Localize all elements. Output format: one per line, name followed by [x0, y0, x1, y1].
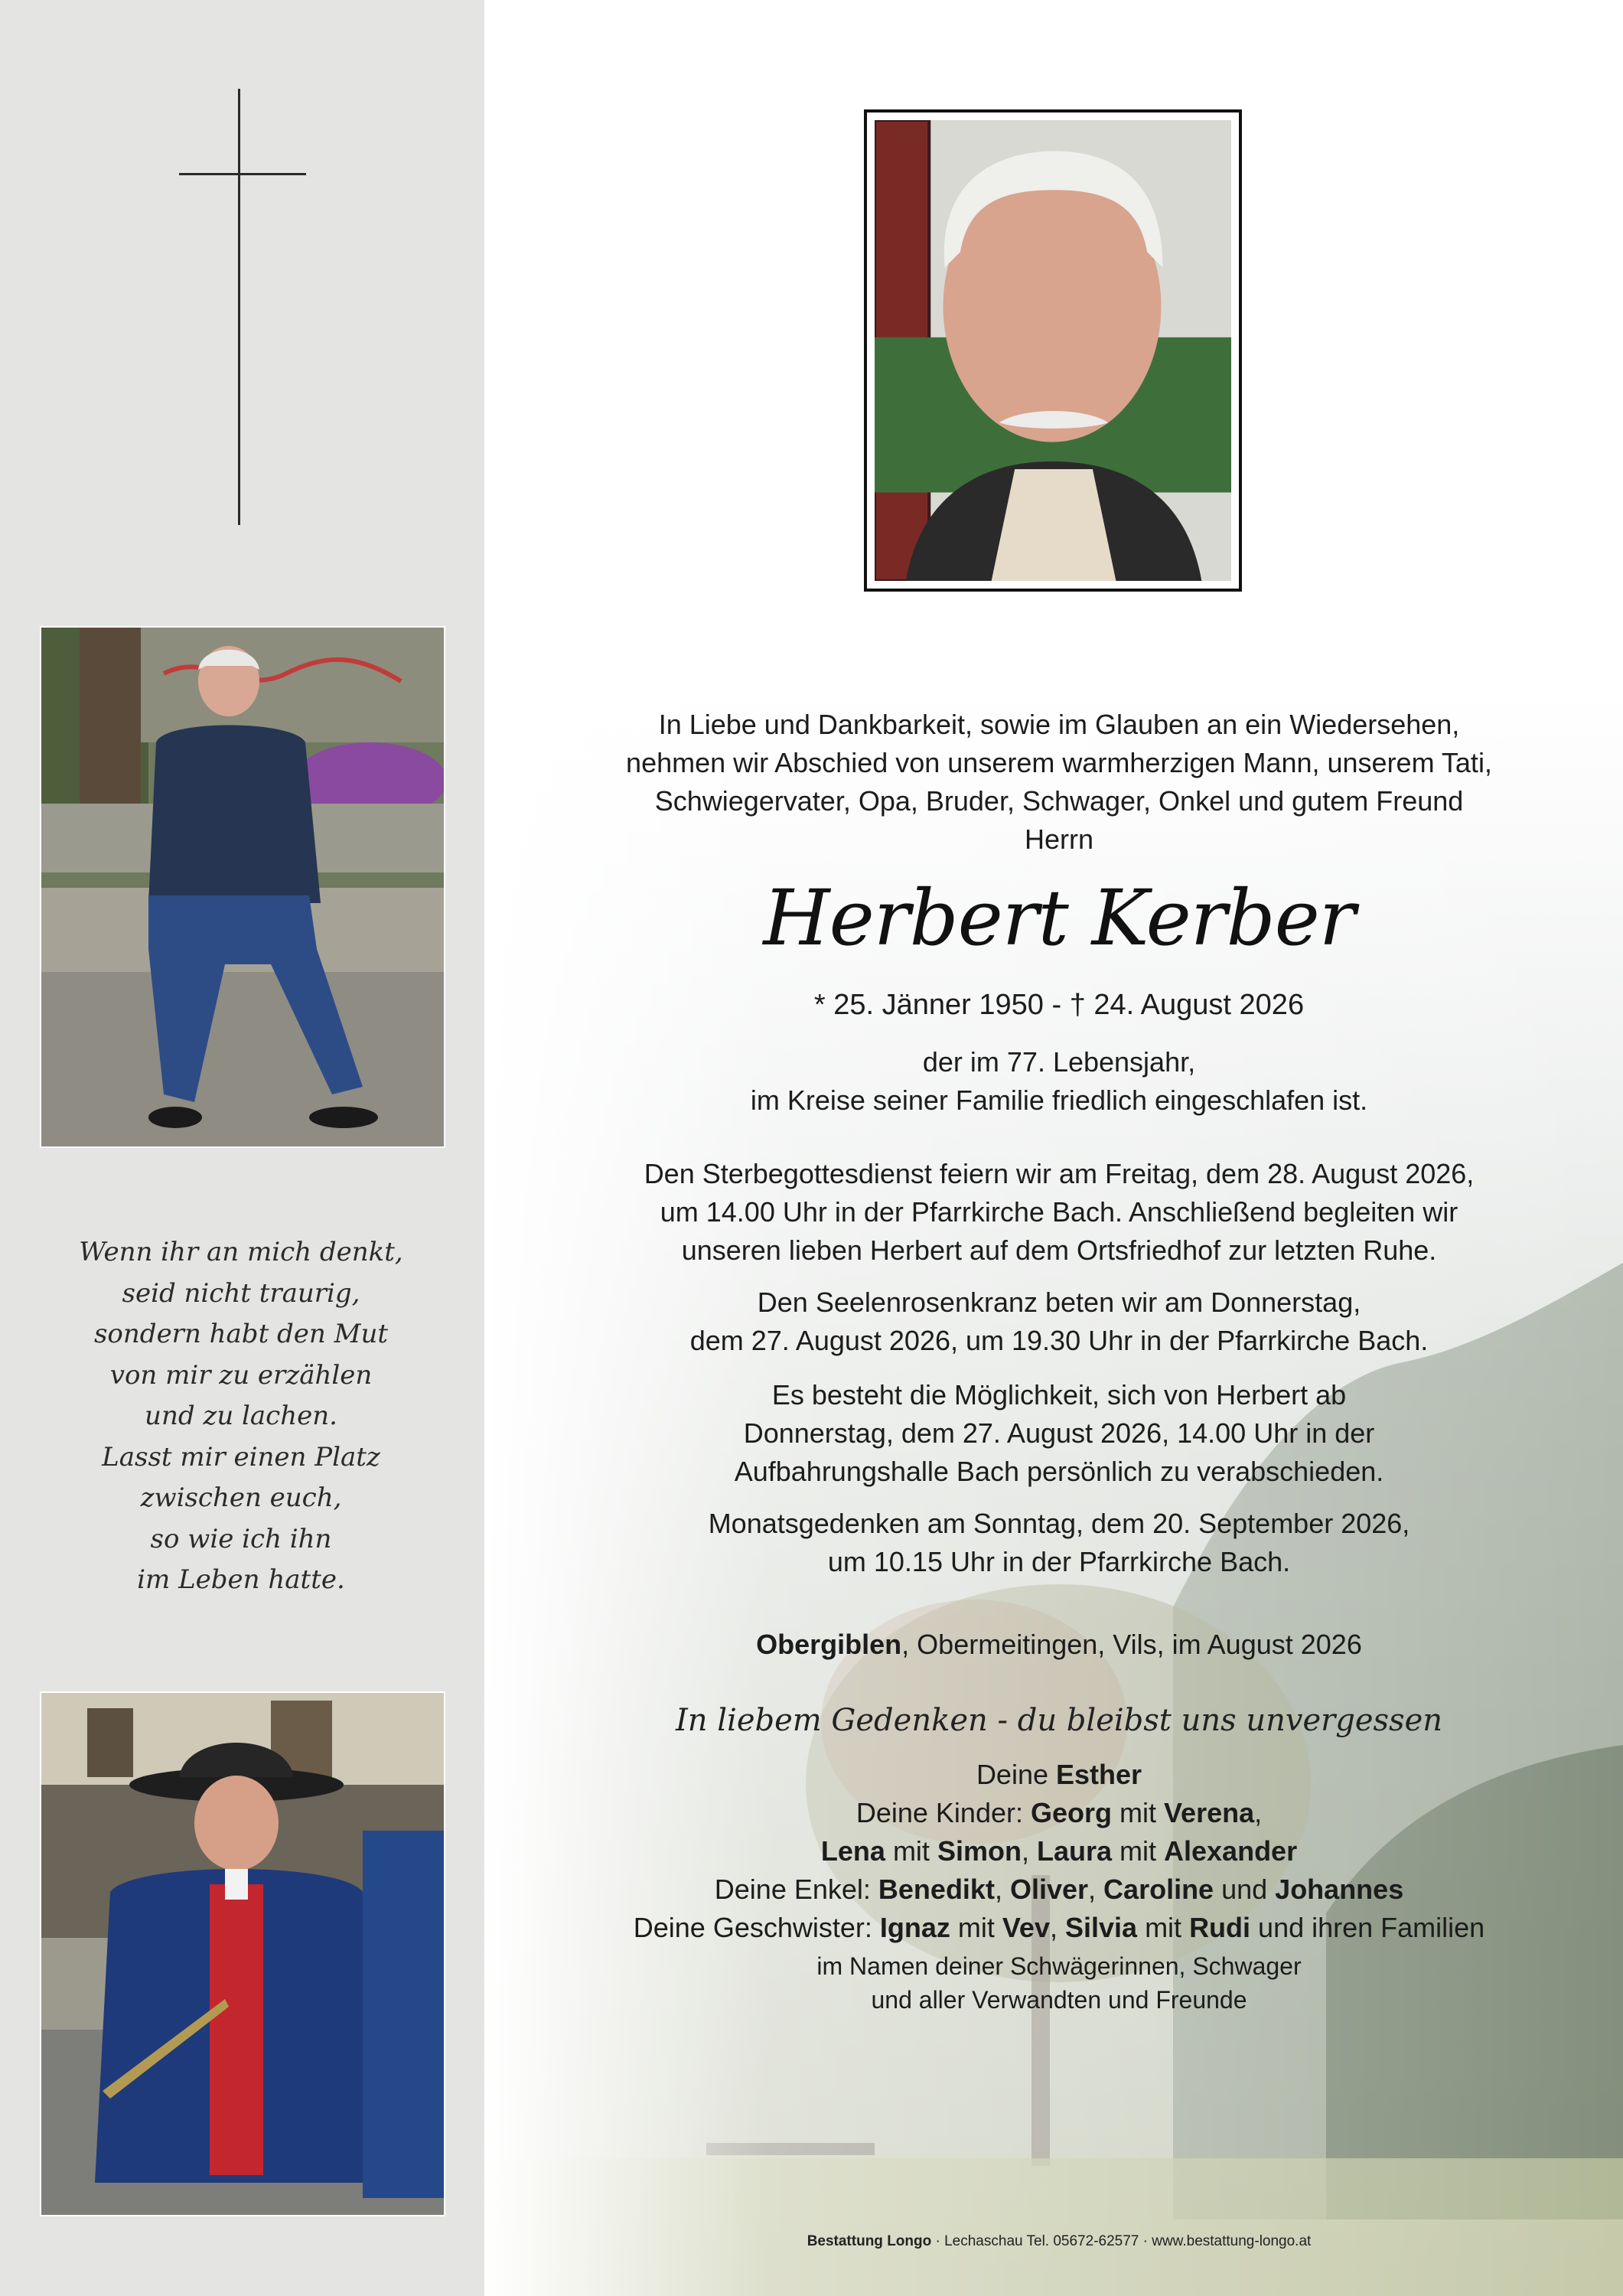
- place-line: [536, 1626, 1582, 1664]
- poem-line: so wie ich ihn: [150, 1523, 332, 1554]
- viewing-block: [536, 1376, 1582, 1491]
- memorial-block: [536, 1505, 1582, 1581]
- closing-line: im Namen deiner Schwägerinnen, Schwager: [816, 1952, 1302, 1980]
- mourners-heading: In liebem Gedenken - du bleibst uns unvergessen: [675, 1703, 1443, 1738]
- memorial-line: Monatsgedenken am Sonntag, dem 20. September 2026,: [708, 1508, 1410, 1539]
- photo-traditional-costume: [40, 1691, 445, 2216]
- viewing-line: Aufbahrungshalle Bach persönlich zu verabschieden.: [734, 1456, 1384, 1487]
- footer-company: Bestattung Longo: [807, 2233, 932, 2249]
- poem-line: Lasst mir einen Platz: [102, 1441, 380, 1473]
- cross-icon: [238, 89, 240, 525]
- poem-line: sondern habt den Mut: [93, 1319, 389, 1349]
- poem-line: im Leben hatte.: [137, 1564, 345, 1595]
- closing-block: [536, 1949, 1582, 2017]
- portrait-image: [875, 120, 1231, 581]
- mourner-grandchildren: Deine Enkel: Benedikt, Oliver, Caroline und Johannes: [714, 1874, 1404, 1905]
- dates-block: [536, 985, 1582, 1025]
- intro-text: [536, 706, 1582, 859]
- rosary-line: dem 27. August 2026, um 19.30 Uhr in der Pfarrkirche Bach.: [689, 1325, 1429, 1356]
- rosary-block: [536, 1283, 1582, 1360]
- viewing-line: Donnerstag, dem 27. August 2026, 14.00 Uhr in der: [743, 1417, 1375, 1449]
- mourner-children-2: Lena mit Simon, Laura mit Alexander: [820, 1835, 1298, 1867]
- mourners-heading-block: [536, 1699, 1582, 1742]
- poem-line: seid nicht traurig,: [122, 1277, 360, 1309]
- funeral-line: um 14.00 Uhr in der Pfarrkirche Bach. Anschließend begleiten wir: [660, 1196, 1458, 1228]
- intro-line: Schwiegervater, Opa, Bruder, Schwager, Onkel und gutem Freund: [654, 785, 1464, 817]
- deceased-name-block: [536, 872, 1582, 964]
- viewing-line: Es besteht die Möglichkeit, sich von Herbert ab: [771, 1379, 1347, 1411]
- mourner-children: Deine Kinder: Georg mit Verena,: [855, 1797, 1263, 1828]
- poem-line: zwischen euch,: [140, 1482, 342, 1513]
- funeral-service-block: [536, 1155, 1582, 1270]
- rosary-line: Den Seelenrosenkranz beten wir am Donnerstag,: [757, 1287, 1361, 1318]
- age-line: der im 77. Lebensjahr,: [922, 1046, 1196, 1078]
- cross-icon-bar: [179, 173, 306, 175]
- footer: [536, 2233, 1582, 2250]
- sidebar: [0, 0, 484, 2296]
- memorial-line: um 10.15 Uhr in der Pfarrkirche Bach.: [827, 1546, 1291, 1577]
- intro-line: Herrn: [1024, 823, 1094, 855]
- funeral-line: Den Sterbegottesdienst feiern wir am Freitag, dem 28. August 2026,: [644, 1158, 1475, 1189]
- intro-line: nehmen wir Abschied von unserem warmherzigen Mann, unserem Tati,: [626, 747, 1492, 778]
- poem-line: Wenn ihr an mich denkt,: [79, 1237, 403, 1267]
- poem: [40, 1232, 442, 1601]
- portrait-photo: [864, 109, 1242, 592]
- place-bold: Obergiblen: [756, 1629, 902, 1660]
- intro-line: In Liebe und Dankbarkeit, sowie im Glauben an ein Wiedersehen,: [658, 709, 1460, 740]
- mourners-list: [536, 1756, 1582, 1947]
- poem-line: von mir zu erzählen: [109, 1359, 373, 1391]
- funeral-line: unseren lieben Herbert auf dem Ortsfriedhof zur letzten Ruhe.: [681, 1234, 1437, 1266]
- place-rest: , Obermeitingen, Vils, im August 2026: [901, 1629, 1362, 1660]
- mourner-siblings: Deine Geschwister: Ignaz mit Vev, Silvia mit Rudi und ihren Familien: [633, 1912, 1485, 1943]
- mourner-wife: Deine Esther: [976, 1759, 1142, 1790]
- deceased-name: Herbert Kerber: [763, 873, 1355, 963]
- photo-sitting-on-bench: [40, 626, 445, 1148]
- age-line: im Kreise seiner Familie friedlich eingeschlafen ist.: [750, 1084, 1368, 1116]
- footer-details: · Lechaschau Tel. 05672-62577 · www.bestattung-longo.at: [931, 2233, 1312, 2249]
- age-block: [536, 1043, 1582, 1120]
- poem-line: und zu lachen.: [145, 1401, 337, 1431]
- life-dates: * 25. Jänner 1950 - † 24. August 2026: [813, 989, 1305, 1021]
- closing-line: und aller Verwandten und Freunde: [871, 1986, 1247, 2014]
